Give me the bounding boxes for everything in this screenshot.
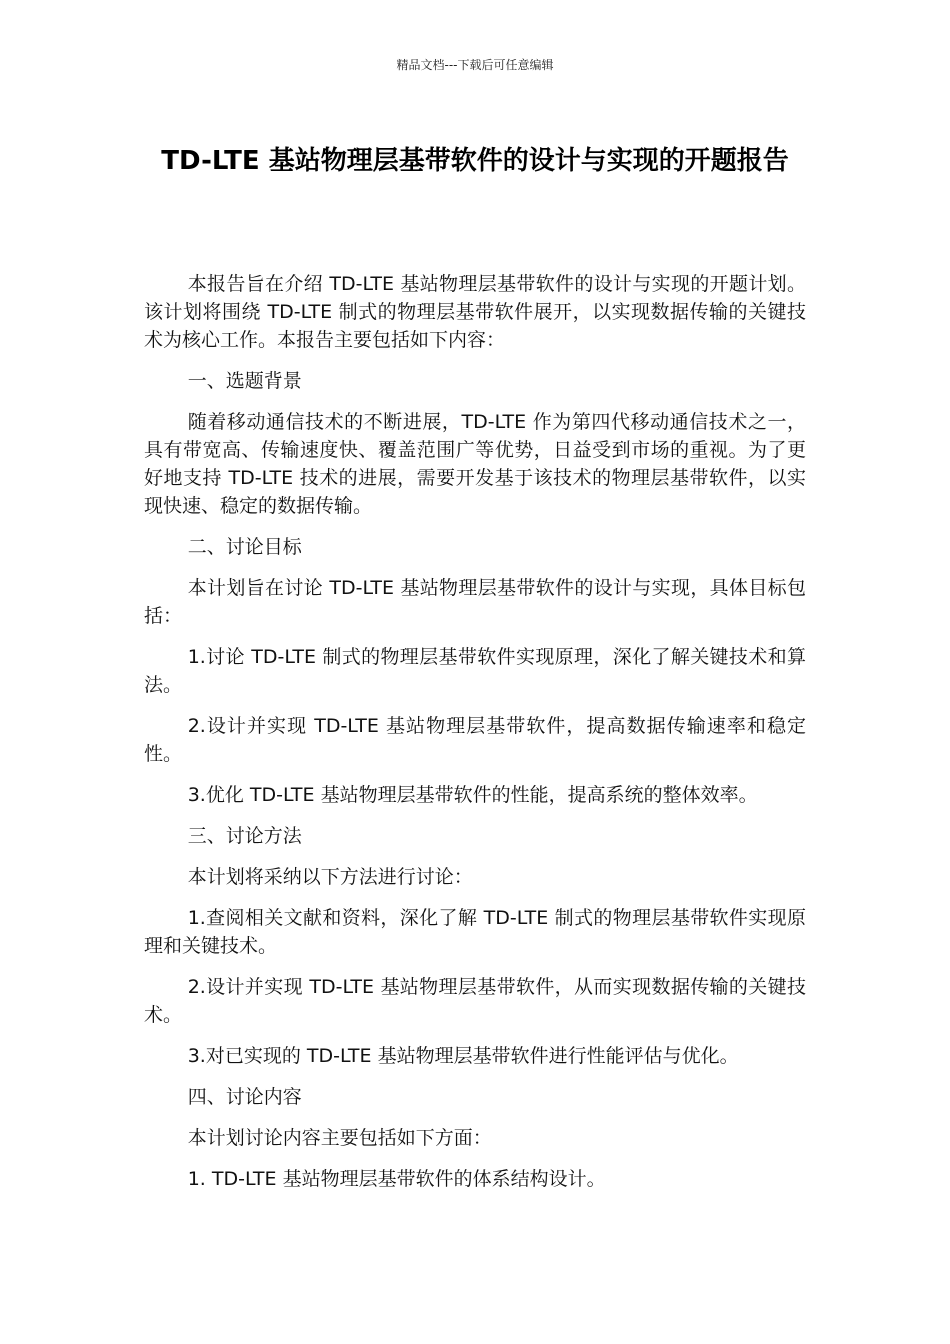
method-item-1: 1.查阅相关文献和资料，深化了解 TD-LTE 制式的物理层基带软件实现原理和关键技术。 <box>144 907 806 957</box>
goal-item-2: 2.设计并实现 TD-LTE 基站物理层基带软件，提高数据传输速率和稳定性。 <box>144 715 806 765</box>
content-item-1: 1. TD-LTE 基站物理层基带软件的体系结构设计。 <box>187 1168 606 1190</box>
intro-paragraph: 本报告旨在介绍 TD-LTE 基站物理层基带软件的设计与实现的开题计划。该计划将围绕 TD-LTE 制式的物理层基带软件展开，以实现数据传输的关键技术为核心工作。本报告主要包括如下内容： <box>144 273 806 351</box>
goals-intro-paragraph: 本计划旨在讨论 TD-LTE 基站物理层基带软件的设计与实现，具体目标包括： <box>144 577 806 627</box>
section-heading-goals: 二、讨论目标 <box>187 536 302 558</box>
methods-intro-paragraph: 本计划将采纳以下方法进行讨论： <box>187 866 473 888</box>
page-header: 精品文档---下载后可任意编辑 <box>396 58 554 72</box>
background-paragraph: 随着移动通信技术的不断进展，TD-LTE 作为第四代移动通信技术之一，具有带宽高、传输速度快、覆盖范围广等优势，日益受到市场的重视。为了更好地支持 TD-LTE 技术的进展，需要开发基于该技术的物理层基带软件，以实现快速、稳定的数据传输。 <box>144 411 806 517</box>
goal-item-3: 3.优化 TD-LTE 基站物理层基带软件的性能，提高系统的整体效率。 <box>187 784 758 806</box>
goal-item-1: 1.讨论 TD-LTE 制式的物理层基带软件实现原理，深化了解关键技术和算法。 <box>144 646 806 696</box>
section-heading-content: 四、讨论内容 <box>187 1086 302 1108</box>
section-heading-methods: 三、讨论方法 <box>187 825 302 847</box>
method-item-2: 2.设计并实现 TD-LTE 基站物理层基带软件，从而实现数据传输的关键技术。 <box>144 976 806 1026</box>
document-title: TD-LTE 基站物理层基带软件的设计与实现的开题报告 <box>161 146 789 176</box>
document-body <box>144 270 806 1206</box>
section-heading-background: 一、选题背景 <box>187 370 302 392</box>
content-intro-paragraph: 本计划讨论内容主要包括如下方面： <box>187 1127 492 1149</box>
method-item-3: 3.对已实现的 TD-LTE 基站物理层基带软件进行性能评估与优化。 <box>187 1045 739 1067</box>
